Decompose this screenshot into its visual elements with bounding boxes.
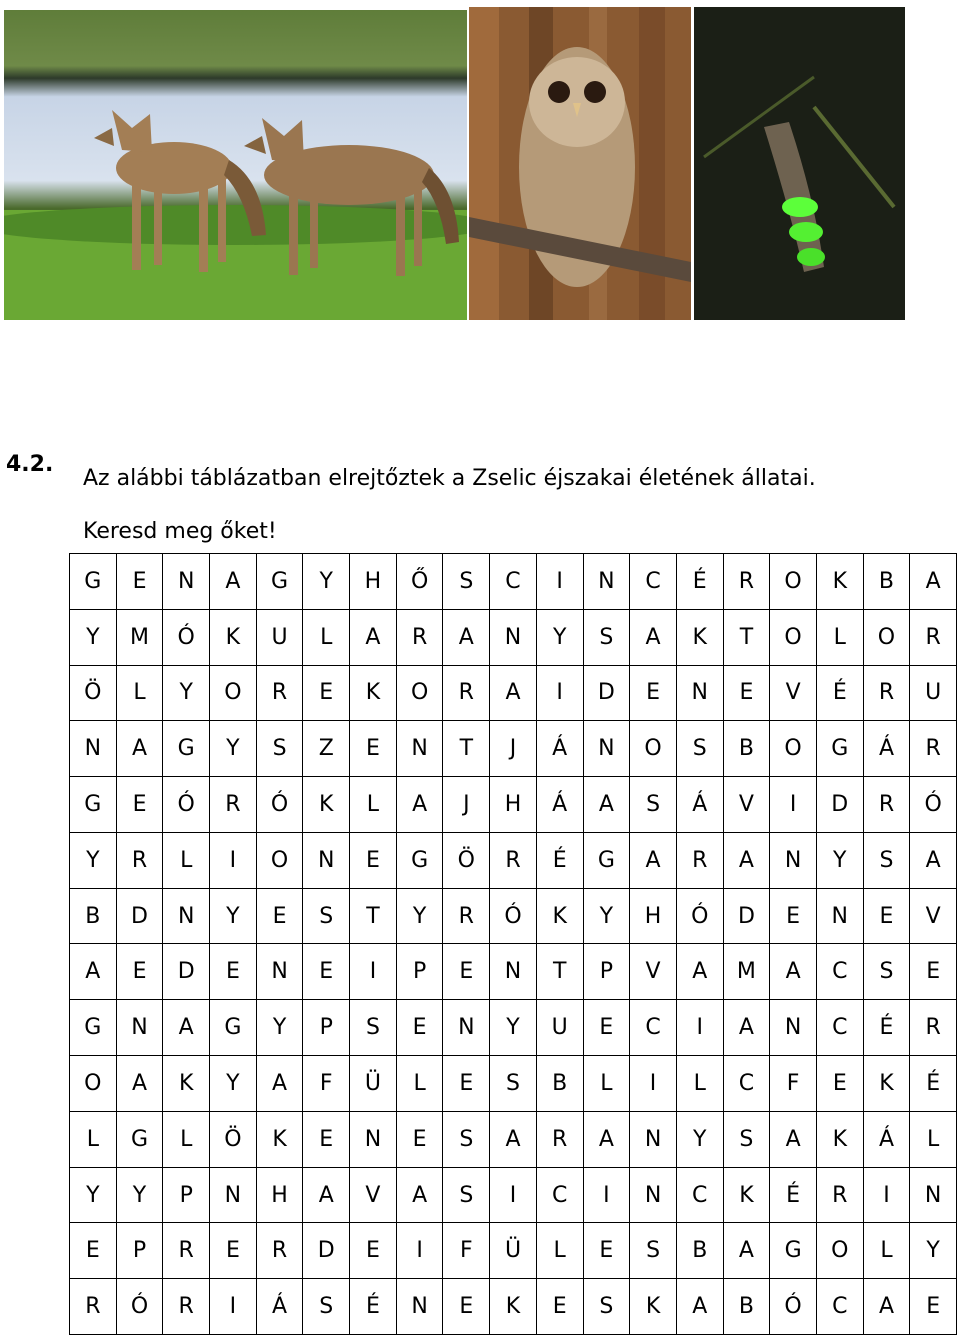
grid-cell[interactable]: S (724, 1112, 771, 1168)
grid-cell[interactable]: S (443, 554, 490, 610)
grid-cell[interactable]: K (724, 1168, 771, 1224)
grid-cell[interactable]: R (70, 1279, 117, 1335)
grid-cell[interactable]: R (443, 666, 490, 722)
grid-cell[interactable]: C (537, 1168, 584, 1224)
grid-cell[interactable]: N (350, 1112, 397, 1168)
grid-cell[interactable]: P (397, 944, 444, 1000)
grid-cell[interactable]: C (724, 1056, 771, 1112)
grid-cell[interactable]: Ó (117, 1279, 164, 1335)
grid-cell[interactable]: O (70, 1056, 117, 1112)
grid-cell[interactable]: E (443, 944, 490, 1000)
grid-cell[interactable]: O (770, 554, 817, 610)
grid-cell[interactable]: A (490, 1112, 537, 1168)
grid-cell[interactable]: E (724, 666, 771, 722)
grid-cell[interactable]: V (350, 1168, 397, 1224)
grid-cell[interactable]: S (630, 1223, 677, 1279)
grid-cell[interactable]: N (443, 1000, 490, 1056)
grid-cell[interactable]: Ö (70, 666, 117, 722)
grid-cell[interactable]: Y (584, 889, 631, 945)
grid-cell[interactable]: Ó (257, 777, 304, 833)
grid-cell[interactable]: E (584, 1223, 631, 1279)
grid-cell[interactable]: Y (303, 554, 350, 610)
grid-cell[interactable]: G (397, 833, 444, 889)
grid-cell[interactable]: K (210, 610, 257, 666)
grid-cell[interactable]: A (677, 1279, 724, 1335)
grid-cell[interactable]: N (397, 1279, 444, 1335)
grid-cell[interactable]: E (910, 1279, 957, 1335)
grid-cell[interactable]: S (257, 721, 304, 777)
grid-cell[interactable]: R (864, 777, 911, 833)
grid-cell[interactable]: É (817, 666, 864, 722)
grid-cell[interactable]: E (303, 944, 350, 1000)
grid-cell[interactable]: S (443, 1112, 490, 1168)
grid-cell[interactable]: A (677, 944, 724, 1000)
grid-cell[interactable]: A (630, 610, 677, 666)
grid-cell[interactable]: N (303, 833, 350, 889)
grid-cell[interactable]: L (70, 1112, 117, 1168)
grid-cell[interactable]: E (630, 666, 677, 722)
grid-cell[interactable]: N (210, 1168, 257, 1224)
grid-cell[interactable]: Ü (350, 1056, 397, 1112)
grid-cell[interactable]: S (584, 610, 631, 666)
grid-cell[interactable]: Á (257, 1279, 304, 1335)
grid-cell[interactable]: Y (490, 1000, 537, 1056)
grid-cell[interactable]: R (910, 610, 957, 666)
grid-cell[interactable]: J (490, 721, 537, 777)
grid-cell[interactable]: I (350, 944, 397, 1000)
grid-cell[interactable]: N (584, 554, 631, 610)
grid-cell[interactable]: A (117, 1056, 164, 1112)
grid-cell[interactable]: R (724, 554, 771, 610)
grid-cell[interactable]: E (397, 1112, 444, 1168)
grid-cell[interactable]: G (584, 833, 631, 889)
grid-cell[interactable]: L (163, 833, 210, 889)
grid-cell[interactable]: N (910, 1168, 957, 1224)
grid-cell[interactable]: A (910, 554, 957, 610)
grid-cell[interactable]: Y (210, 889, 257, 945)
grid-cell[interactable]: S (303, 1279, 350, 1335)
grid-cell[interactable]: N (163, 889, 210, 945)
grid-cell[interactable]: R (864, 666, 911, 722)
grid-cell[interactable]: N (117, 1000, 164, 1056)
grid-cell[interactable]: Ó (490, 889, 537, 945)
grid-cell[interactable]: I (537, 554, 584, 610)
word-search-grid (69, 553, 957, 1335)
task-prompt-line-1: Az alábbi táblázatban elrejtőztek a Zselic éjszakai életének állatai. (83, 466, 816, 491)
grid-cell[interactable]: Ó (163, 610, 210, 666)
grid-cell[interactable]: F (770, 1056, 817, 1112)
grid-cell[interactable]: K (257, 1112, 304, 1168)
grid-cell[interactable]: V (724, 777, 771, 833)
grid-cell[interactable]: A (724, 833, 771, 889)
grid-cell[interactable]: P (163, 1168, 210, 1224)
grid-cell[interactable]: O (770, 721, 817, 777)
grid-cell[interactable]: Ö (443, 833, 490, 889)
task-heading (6, 452, 53, 477)
grid-cell[interactable]: A (350, 610, 397, 666)
grid-cell[interactable]: N (630, 1168, 677, 1224)
grid-cell[interactable]: S (630, 777, 677, 833)
grid-cell[interactable]: F (443, 1223, 490, 1279)
grid-cell[interactable]: E (303, 1112, 350, 1168)
grid-cell[interactable]: O (864, 610, 911, 666)
grid-cell[interactable]: A (397, 777, 444, 833)
grid-cell[interactable]: N (817, 889, 864, 945)
grid-cell[interactable]: G (817, 721, 864, 777)
grid-cell[interactable]: A (770, 944, 817, 1000)
task-prompt (83, 452, 943, 558)
grid-cell[interactable]: S (864, 833, 911, 889)
grid-cell[interactable]: E (210, 1223, 257, 1279)
grid-cell[interactable]: N (163, 554, 210, 610)
grid-cell[interactable]: C (677, 1168, 724, 1224)
grid-cell[interactable]: K (817, 1112, 864, 1168)
grid-cell[interactable]: R (537, 1112, 584, 1168)
grid-cell[interactable]: N (584, 721, 631, 777)
grid-cell[interactable]: O (770, 610, 817, 666)
grid-cell[interactable]: E (770, 889, 817, 945)
grid-cell[interactable]: E (584, 1000, 631, 1056)
grid-cell[interactable]: E (443, 1279, 490, 1335)
grid-cell[interactable]: Ó (163, 777, 210, 833)
grid-cell[interactable]: R (163, 1279, 210, 1335)
grid-cell[interactable]: I (210, 833, 257, 889)
grid-cell[interactable]: S (864, 944, 911, 1000)
grid-cell[interactable]: R (677, 833, 724, 889)
grid-cell[interactable]: A (257, 1056, 304, 1112)
grid-cell[interactable]: Y (397, 889, 444, 945)
grid-cell[interactable]: C (817, 1000, 864, 1056)
grid-cell[interactable]: Á (864, 1112, 911, 1168)
grid-cell[interactable]: Y (70, 610, 117, 666)
grid-cell[interactable]: N (397, 721, 444, 777)
grid-cell[interactable]: H (257, 1168, 304, 1224)
grid-cell[interactable]: K (864, 1056, 911, 1112)
grid-cell[interactable]: E (537, 1279, 584, 1335)
grid-cell[interactable]: R (817, 1168, 864, 1224)
grid-cell[interactable]: G (163, 721, 210, 777)
grid-cell[interactable]: Y (537, 610, 584, 666)
grid-cell[interactable]: Á (537, 777, 584, 833)
grid-cell[interactable]: T (537, 944, 584, 1000)
grid-cell[interactable]: N (770, 1000, 817, 1056)
grid-cell[interactable]: Y (210, 1056, 257, 1112)
grid-cell[interactable]: T (443, 721, 490, 777)
grid-cell[interactable]: Ó (910, 777, 957, 833)
grid-cell[interactable]: V (770, 666, 817, 722)
grid-cell[interactable]: I (490, 1168, 537, 1224)
grid-cell[interactable]: Y (163, 666, 210, 722)
grid-cell[interactable]: A (163, 1000, 210, 1056)
grid-cell[interactable]: O (397, 666, 444, 722)
grid-cell[interactable]: Ő (397, 554, 444, 610)
grid-cell[interactable]: A (584, 1112, 631, 1168)
grid-cell[interactable]: L (864, 1223, 911, 1279)
grid-cell[interactable]: A (117, 721, 164, 777)
grid-cell[interactable]: E (210, 944, 257, 1000)
grid-cell[interactable]: F (303, 1056, 350, 1112)
grid-cell[interactable]: Z (303, 721, 350, 777)
grid-cell[interactable]: E (70, 1223, 117, 1279)
grid-cell[interactable]: B (70, 889, 117, 945)
grid-cell[interactable]: K (303, 777, 350, 833)
grid-cell[interactable]: G (70, 777, 117, 833)
grid-cell[interactable]: É (864, 1000, 911, 1056)
grid-cell[interactable]: K (350, 666, 397, 722)
grid-cell[interactable]: Y (210, 721, 257, 777)
grid-cell[interactable]: R (163, 1223, 210, 1279)
grid-cell[interactable]: É (770, 1168, 817, 1224)
grid-cell[interactable]: C (817, 1279, 864, 1335)
grid-cell[interactable]: U (257, 610, 304, 666)
grid-cell[interactable]: K (630, 1279, 677, 1335)
grid-cell[interactable]: É (350, 1279, 397, 1335)
grid-cell[interactable]: G (70, 1000, 117, 1056)
grid-cell[interactable]: E (443, 1056, 490, 1112)
grid-cell[interactable]: V (630, 944, 677, 1000)
grid-cell[interactable]: A (724, 1223, 771, 1279)
grid-cell[interactable]: C (490, 554, 537, 610)
grid-cell[interactable]: A (864, 1279, 911, 1335)
grid-cell[interactable]: N (490, 944, 537, 1000)
grid-cell[interactable]: N (70, 721, 117, 777)
grid-cell[interactable]: R (210, 777, 257, 833)
grid-cell[interactable]: É (537, 833, 584, 889)
grid-cell[interactable]: E (303, 666, 350, 722)
grid-cell[interactable]: Á (677, 777, 724, 833)
grid-cell[interactable]: Y (70, 833, 117, 889)
grid-cell[interactable]: N (770, 833, 817, 889)
task-number: 4.2. (6, 452, 54, 477)
grid-cell[interactable]: O (257, 833, 304, 889)
grid-cell[interactable]: D (303, 1223, 350, 1279)
grid-cell[interactable]: T (350, 889, 397, 945)
grid-cell[interactable]: B (864, 554, 911, 610)
grid-cell[interactable]: I (210, 1279, 257, 1335)
task-prompt-line-2: Keresd meg őket! (83, 519, 277, 544)
grid-cell[interactable]: A (210, 554, 257, 610)
grid-cell[interactable]: O (817, 1223, 864, 1279)
grid-cell[interactable]: R (397, 610, 444, 666)
grid-cell[interactable]: S (490, 1056, 537, 1112)
grid-cell[interactable]: R (117, 833, 164, 889)
grid-cell[interactable]: C (817, 944, 864, 1000)
grid-cell[interactable]: L (817, 610, 864, 666)
grid-cell[interactable]: Y (910, 1223, 957, 1279)
grid-cell[interactable]: E (910, 944, 957, 1000)
grid-cell[interactable]: E (817, 1056, 864, 1112)
grid-cell[interactable]: J (443, 777, 490, 833)
grid-cell[interactable]: G (257, 554, 304, 610)
grid-cell[interactable]: Y (817, 833, 864, 889)
photo-jackals (4, 10, 467, 320)
grid-cell[interactable]: E (117, 554, 164, 610)
grid-cell[interactable]: N (257, 944, 304, 1000)
grid-cell[interactable]: N (490, 610, 537, 666)
grid-cell[interactable]: Ó (677, 889, 724, 945)
grid-cell[interactable]: G (210, 1000, 257, 1056)
grid-cell[interactable]: I (630, 1056, 677, 1112)
grid-cell[interactable]: L (163, 1112, 210, 1168)
grid-cell[interactable]: O (630, 721, 677, 777)
grid-cell[interactable]: Ü (490, 1223, 537, 1279)
grid-cell[interactable]: M (724, 944, 771, 1000)
grid-cell[interactable]: Y (677, 1112, 724, 1168)
grid-cell[interactable]: Y (257, 1000, 304, 1056)
grid-cell[interactable]: B (537, 1056, 584, 1112)
grid-cell[interactable]: P (117, 1223, 164, 1279)
photo-glowworm (694, 7, 905, 320)
grid-cell[interactable]: A (584, 777, 631, 833)
grid-cell[interactable]: L (350, 777, 397, 833)
grid-cell[interactable]: E (117, 777, 164, 833)
grid-cell[interactable]: R (910, 1000, 957, 1056)
grid-cell[interactable]: A (443, 610, 490, 666)
grid-cell[interactable]: L (303, 610, 350, 666)
grid-cell[interactable]: L (584, 1056, 631, 1112)
grid-cell[interactable]: E (350, 833, 397, 889)
grid-cell[interactable]: A (630, 833, 677, 889)
grid-cell[interactable]: E (257, 889, 304, 945)
grid-cell[interactable]: S (584, 1279, 631, 1335)
grid-cell[interactable]: R (257, 1223, 304, 1279)
grid-cell[interactable]: Ö (210, 1112, 257, 1168)
grid-cell[interactable]: H (630, 889, 677, 945)
grid-cell[interactable]: É (677, 554, 724, 610)
grid-cell[interactable]: L (677, 1056, 724, 1112)
grid-cell[interactable]: I (584, 1168, 631, 1224)
grid-cell[interactable]: S (677, 721, 724, 777)
grid-cell[interactable]: P (584, 944, 631, 1000)
grid-cell[interactable]: G (117, 1112, 164, 1168)
grid-cell[interactable]: K (490, 1279, 537, 1335)
grid-cell[interactable]: T (724, 610, 771, 666)
grid-cell[interactable]: U (910, 666, 957, 722)
grid-cell[interactable]: D (584, 666, 631, 722)
grid-cell[interactable]: O (210, 666, 257, 722)
grid-cell[interactable]: L (117, 666, 164, 722)
grid-cell[interactable]: A (303, 1168, 350, 1224)
grid-cell[interactable]: E (864, 889, 911, 945)
grid-cell[interactable]: I (864, 1168, 911, 1224)
grid-cell[interactable]: I (677, 1000, 724, 1056)
grid-cell[interactable]: Á (537, 721, 584, 777)
grid-cell[interactable]: A (490, 666, 537, 722)
grid-cell[interactable]: L (910, 1112, 957, 1168)
grid-cell[interactable]: U (537, 1000, 584, 1056)
grid-cell[interactable]: H (350, 554, 397, 610)
grid-cell[interactable]: E (350, 1223, 397, 1279)
grid-cell[interactable]: B (724, 721, 771, 777)
grid-cell[interactable]: E (350, 721, 397, 777)
grid-cell[interactable]: K (163, 1056, 210, 1112)
grid-cell[interactable]: H (490, 777, 537, 833)
grid-cell[interactable]: Á (864, 721, 911, 777)
grid-cell[interactable]: A (724, 1000, 771, 1056)
grid-cell[interactable]: I (397, 1223, 444, 1279)
grid-cell[interactable]: K (537, 889, 584, 945)
grid-cell[interactable]: A (770, 1112, 817, 1168)
grid-cell[interactable]: S (350, 1000, 397, 1056)
grid-cell[interactable]: I (537, 666, 584, 722)
grid-cell[interactable]: N (630, 1112, 677, 1168)
grid-cell[interactable]: E (117, 944, 164, 1000)
grid-cell[interactable]: A (910, 833, 957, 889)
grid-cell[interactable]: E (397, 1000, 444, 1056)
grid-cell[interactable]: R (490, 833, 537, 889)
grid-cell[interactable]: A (70, 944, 117, 1000)
grid-cell[interactable]: D (163, 944, 210, 1000)
grid-cell[interactable]: K (677, 610, 724, 666)
grid-cell[interactable]: Y (70, 1168, 117, 1224)
grid-cell[interactable]: B (724, 1279, 771, 1335)
grid-cell[interactable]: D (817, 777, 864, 833)
grid-cell[interactable]: M (117, 610, 164, 666)
grid-cell[interactable]: K (817, 554, 864, 610)
grid-cell[interactable]: A (397, 1168, 444, 1224)
grid-cell[interactable]: B (677, 1223, 724, 1279)
grid-cell[interactable]: P (303, 1000, 350, 1056)
grid-cell[interactable]: R (910, 721, 957, 777)
grid-cell[interactable]: G (70, 554, 117, 610)
grid-cell[interactable]: C (630, 554, 677, 610)
grid-cell[interactable]: S (303, 889, 350, 945)
grid-cell[interactable]: Ó (770, 1279, 817, 1335)
grid-cell[interactable]: É (910, 1056, 957, 1112)
grid-cell[interactable]: C (630, 1000, 677, 1056)
grid-cell[interactable]: D (117, 889, 164, 945)
grid-cell[interactable]: L (397, 1056, 444, 1112)
grid-cell[interactable]: N (677, 666, 724, 722)
grid-cell[interactable]: I (770, 777, 817, 833)
grid-cell[interactable]: S (443, 1168, 490, 1224)
grid-cell[interactable]: R (257, 666, 304, 722)
grid-cell[interactable]: R (443, 889, 490, 945)
grid-cell[interactable]: Y (117, 1168, 164, 1224)
grid-cell[interactable]: G (770, 1223, 817, 1279)
grid-cell[interactable]: V (910, 889, 957, 945)
grid-cell[interactable]: D (724, 889, 771, 945)
grid-cell[interactable]: L (537, 1223, 584, 1279)
photo-owl (469, 7, 691, 320)
